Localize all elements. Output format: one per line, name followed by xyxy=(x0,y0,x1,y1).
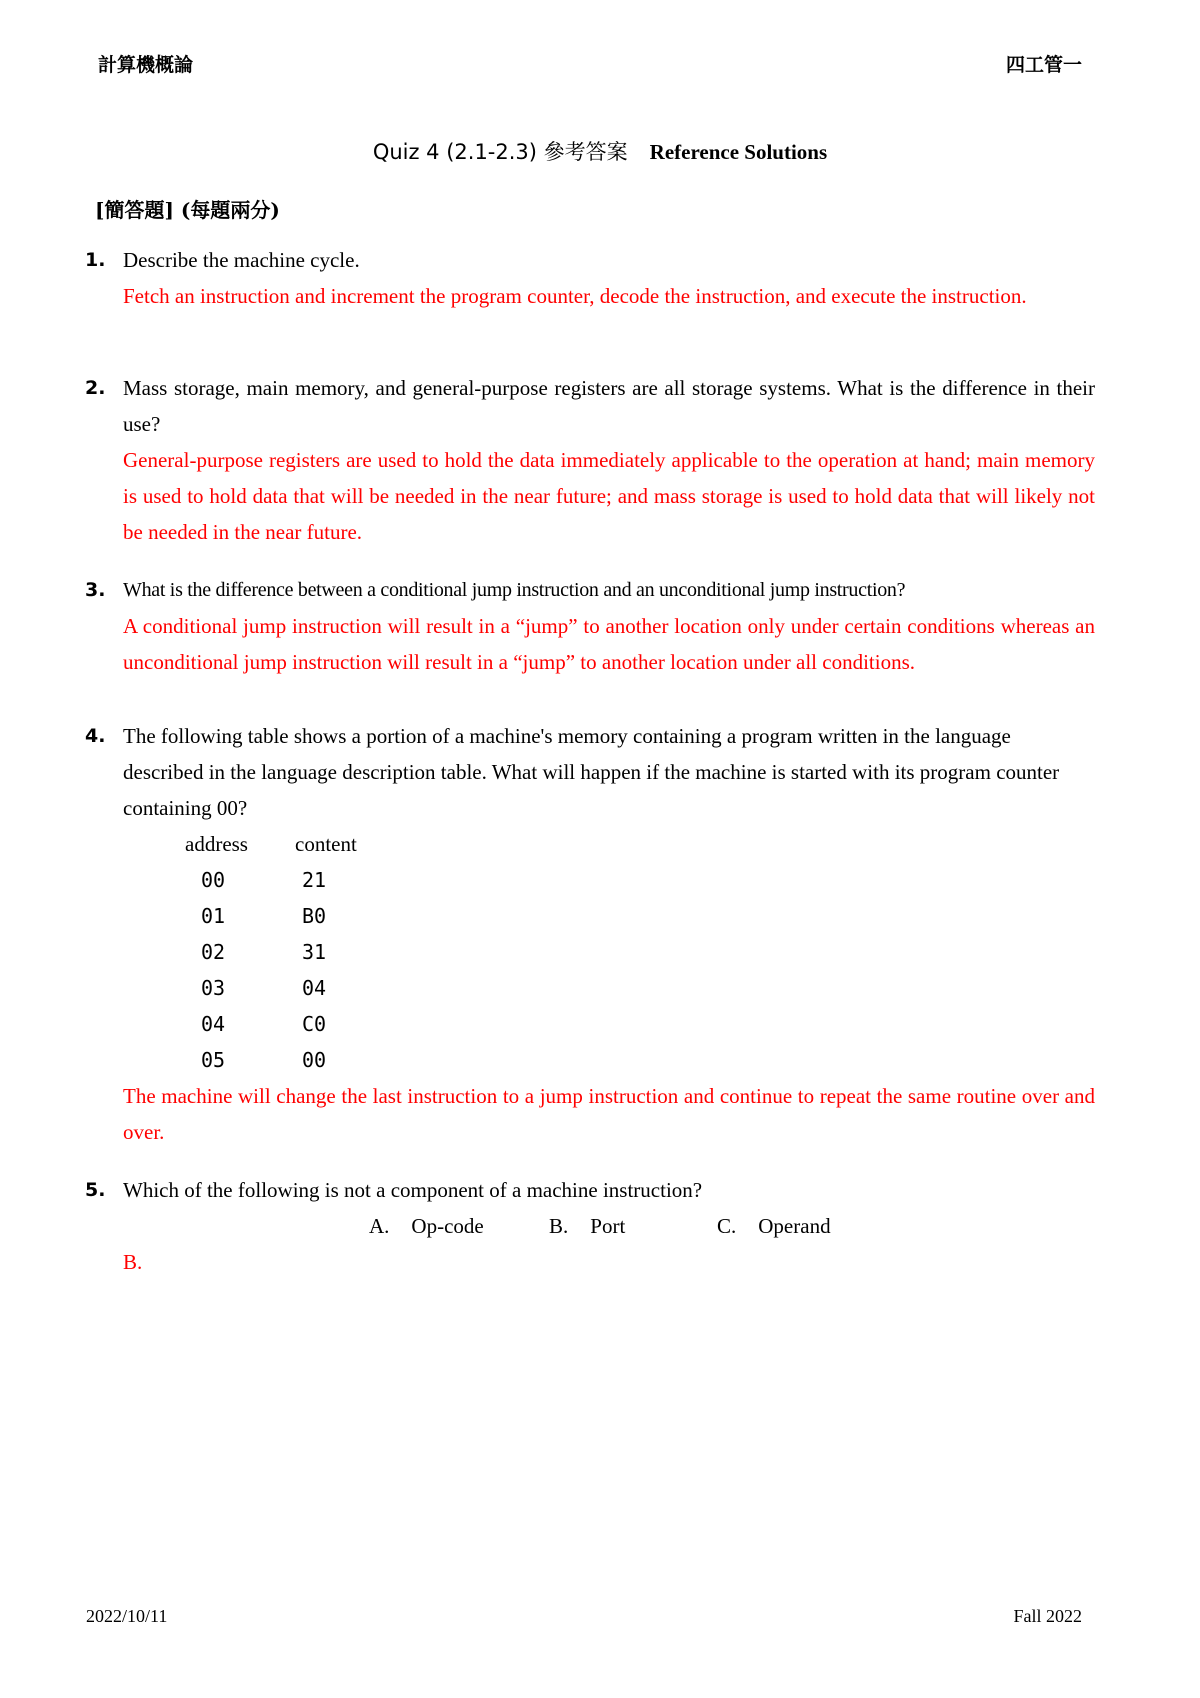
content-cell: 31 xyxy=(302,940,327,964)
column-header-address: address xyxy=(185,832,248,856)
question-5 xyxy=(85,1172,1095,1280)
content-cell: 21 xyxy=(302,868,327,892)
question-number: 2. xyxy=(85,377,106,399)
question-number: 3. xyxy=(85,579,106,601)
option-a xyxy=(369,1208,549,1244)
table-header-row xyxy=(185,826,1095,862)
answer-text: Fetch an instruction and increment the program counter, decode the instruction, and execute the instruction. xyxy=(123,284,1027,308)
title-main: Quiz 4 (2.1-2.3) 參考答案 xyxy=(372,140,628,164)
question-1 xyxy=(85,242,1095,314)
address-cell: 02 xyxy=(201,940,226,964)
section-heading: [簡答題] (每題兩分) xyxy=(95,198,280,222)
content-cell: 00 xyxy=(302,1048,327,1072)
option-c xyxy=(717,1208,831,1244)
answer-text: B. xyxy=(123,1250,143,1274)
question-4 xyxy=(85,718,1095,1150)
question-text: Mass storage, main memory, and general-purpose registers are all storage systems. What is the difference in their use? xyxy=(123,376,1095,436)
address-cell: 05 xyxy=(201,1048,226,1072)
answer-options xyxy=(369,1208,1095,1244)
column-header-content: content xyxy=(295,832,357,856)
option-label: Operand xyxy=(758,1214,831,1238)
question-number: 5. xyxy=(85,1179,106,1201)
option-label: Port xyxy=(590,1214,626,1238)
table-row xyxy=(185,1006,1095,1042)
content-cell: 04 xyxy=(302,976,327,1000)
option-label: Op-code xyxy=(411,1214,484,1238)
question-text: Which of the following is not a component of a machine instruction? xyxy=(123,1178,703,1202)
answer-text: General-purpose registers are used to hold the data immediately applicable to the operation at hand; main memory is used to hold data that will be needed in the near future; and mass storage is used to hold data that will likely not be needed in the near future. xyxy=(123,448,1095,544)
question-number: 4. xyxy=(85,725,106,747)
table-row xyxy=(185,934,1095,970)
header-class-name: 四工管一 xyxy=(1005,54,1082,76)
address-cell: 03 xyxy=(201,976,226,1000)
footer-term: Fall 2022 xyxy=(1013,1606,1082,1626)
footer-date: 2022/10/11 xyxy=(86,1606,168,1626)
question-text: What is the difference between a conditional jump instruction and an unconditional jump instruction? xyxy=(123,579,906,601)
content-cell: B0 xyxy=(302,904,327,928)
title-english: Reference Solutions xyxy=(649,140,828,164)
option-letter: C. xyxy=(717,1214,737,1238)
option-letter: A. xyxy=(369,1214,390,1238)
table-row xyxy=(185,970,1095,1006)
question-3 xyxy=(85,572,1095,680)
content-cell: C0 xyxy=(302,1012,327,1036)
answer-text: A conditional jump instruction will result in a “jump” to another location only under certain conditions whereas an unconditional jump instruction will result in a “jump” to another location under all conditions. xyxy=(123,614,1095,674)
option-b xyxy=(549,1208,717,1244)
answer-text: The machine will change the last instruction to a jump instruction and continue to repeat the same routine over and over. xyxy=(123,1084,1095,1144)
question-text: Describe the machine cycle. xyxy=(123,248,360,272)
table-row xyxy=(185,862,1095,898)
page-title xyxy=(0,136,1200,166)
address-cell: 00 xyxy=(201,868,226,892)
question-number: 1. xyxy=(85,249,106,271)
table-row xyxy=(185,898,1095,934)
address-cell: 04 xyxy=(201,1012,226,1036)
address-cell: 01 xyxy=(201,904,226,928)
option-letter: B. xyxy=(549,1214,569,1238)
question-2 xyxy=(85,370,1095,550)
table-row xyxy=(185,1042,1095,1078)
memory-table xyxy=(185,826,1095,1078)
header-course-name: 計算機概論 xyxy=(98,54,194,76)
question-text: The following table shows a portion of a machine's memory containing a program written in the language described in the language description table. What will happen if the machine is started with its program counter containing 00? xyxy=(123,724,1060,820)
